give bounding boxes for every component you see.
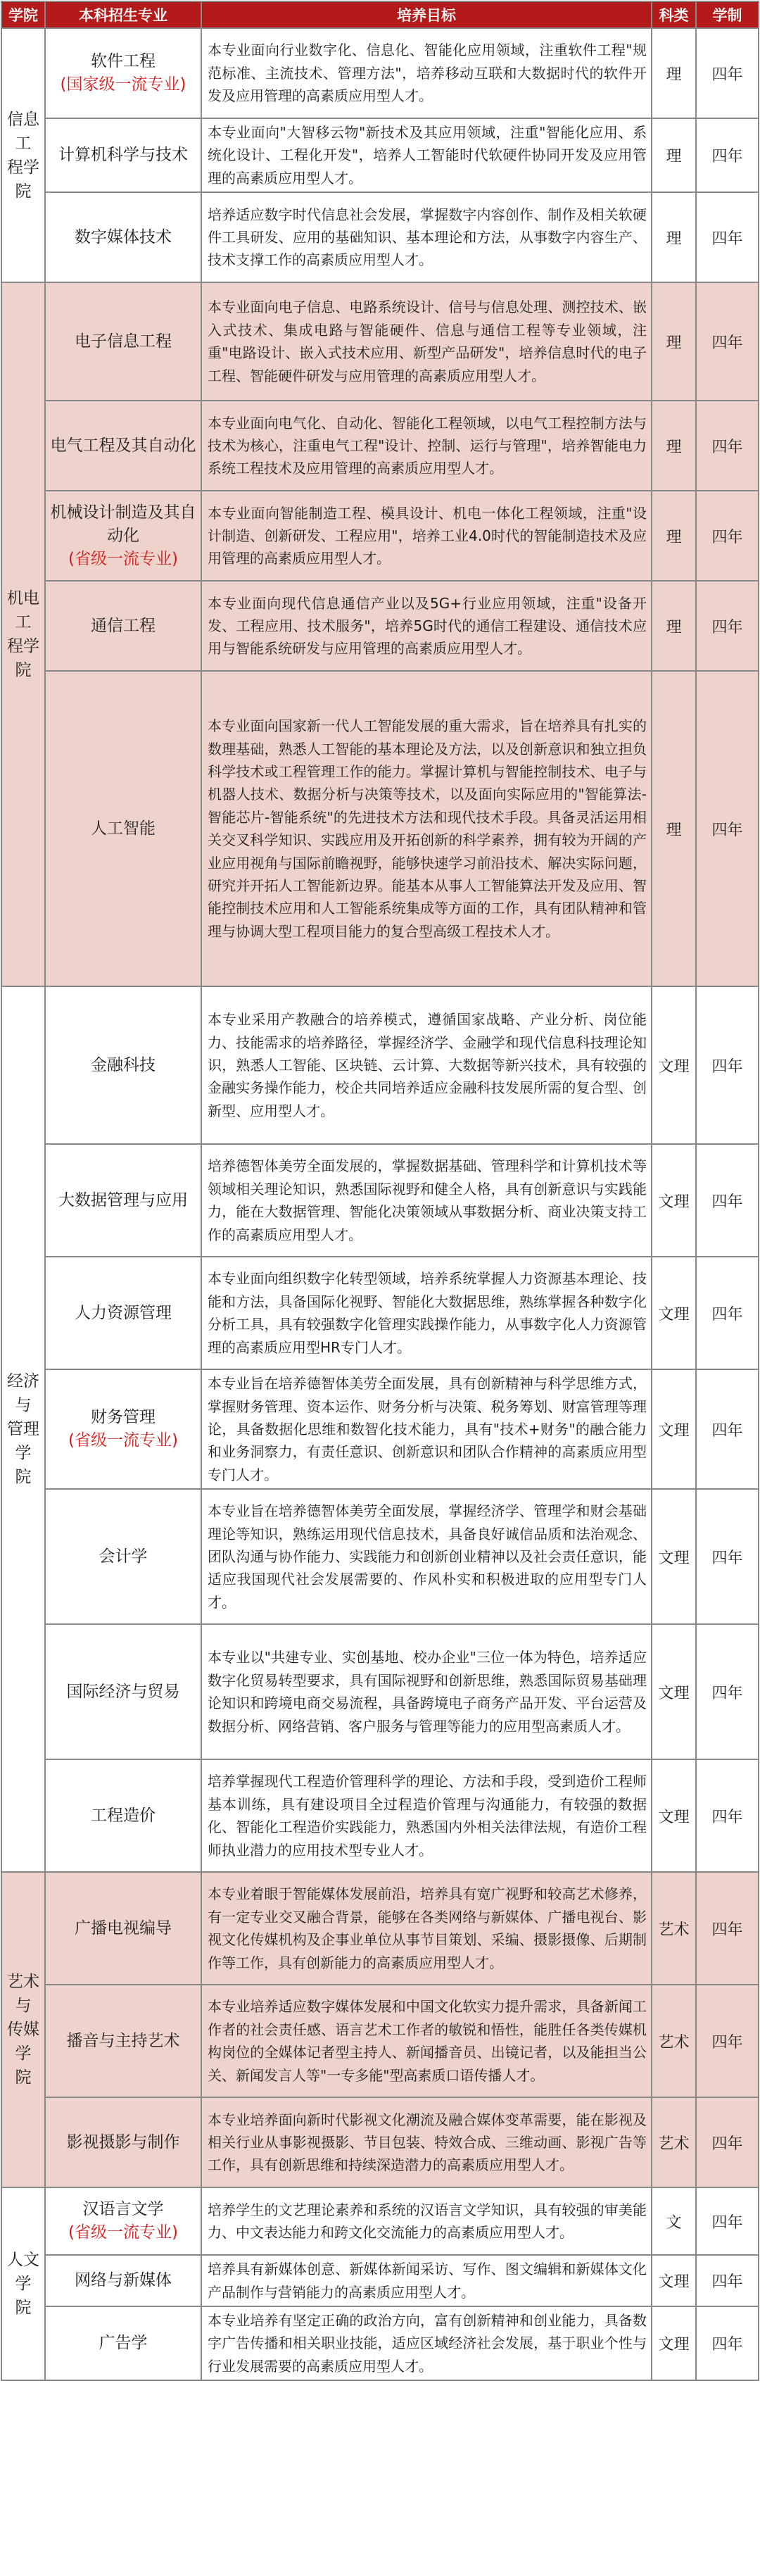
major-cell bbox=[45, 2187, 201, 2255]
category-cell: 文理 bbox=[652, 2306, 696, 2380]
major-name: 软件工程 bbox=[91, 52, 156, 70]
majors-table bbox=[1, 1, 759, 2381]
major-name: 大数据管理与应用 bbox=[58, 1190, 188, 1210]
goal-cell: 培养掌握现代工程造价管理科学的理论、方法和手段，受到造价工程师基本训练，具有建设项目全过程造价管理与沟通能力，有较强的数据化、智能化工程造价实践能力，熟悉国内外相关法律法规，有造价工程师执业潜力的应用技术型专业人才。 bbox=[201, 1759, 652, 1872]
category-cell: 文理 bbox=[652, 1369, 696, 1489]
goal-cell: 本专业培养有坚定正确的政治方向，富有创新精神和创业能力，具备数字广告传播和相关职业技能，适应区域经济社会发展，基于职业个性与行业发展需要的高素质应用型人才。 bbox=[201, 2306, 652, 2380]
table-row bbox=[1, 581, 759, 671]
major-name: 网络与新媒体 bbox=[75, 2271, 172, 2290]
goal-cell: 本专业以"共建专业、实创基地、校办企业"三位一体为特色，培养适应数字化贸易转型要求，具有国际视野和创新思维，熟悉国际贸易基础理论知识和跨境电商交易流程，具备跨境电子商务产品开发、平台运营及数据分析、网络营销、客户服务与管理等能力的应用型高素质人才。 bbox=[201, 1624, 652, 1759]
table-header-row bbox=[1, 1, 759, 28]
category-cell: 文理 bbox=[652, 1624, 696, 1759]
major-cell bbox=[45, 1872, 201, 1985]
table-body bbox=[1, 28, 759, 2380]
header-duration: 学制 bbox=[696, 1, 759, 28]
category-cell: 文理 bbox=[652, 1144, 696, 1257]
category-cell: 文理 bbox=[652, 2255, 696, 2306]
goal-cell: 本专业培养适应数字媒体发展和中国文化软实力提升需求，具备新闻工作者的社会责任感、语言艺术工作者的敏锐和悟性，能胜任各类传媒机构岗位的全媒体记者型主持人、新闻播音员、出镜记者，以及能担当公关、新闻发言人等"一专多能"型高素质口语传播人才。 bbox=[201, 1985, 652, 2097]
duration-cell: 四年 bbox=[696, 2097, 759, 2187]
category-cell: 理 bbox=[652, 581, 696, 671]
header-major: 本科招生专业 bbox=[45, 1, 201, 28]
goal-cell: 本专业旨在培养德智体美劳全面发展，掌握经济学、管理学和财会基础理论等知识，熟练运用现代信息技术，具备良好诚信品质和法治观念、团队沟通与协作能力、实践能力和创新创业精神以及社会责任意识，能适应我国现代社会发展需要的、作风朴实和积极进取的应用型专门人才。 bbox=[201, 1489, 652, 1624]
goal-cell: 本专业面向组织数字化转型领域，培养系统掌握人力资源基本理论、技能和方法，具备国际化视野、智能化大数据思维，熟练掌握各种数字化分析工具，具有较强数字化管理实践操作能力，从事数字化人力资源管理的高素质应用型HR专门人才。 bbox=[201, 1257, 652, 1369]
major-name: 影视摄影与制作 bbox=[66, 2132, 180, 2151]
major-name: 计算机科学与技术 bbox=[58, 146, 188, 165]
college-cell: 机电工 程学院 bbox=[1, 282, 45, 986]
major-name: 电子信息工程 bbox=[75, 332, 172, 351]
table-row bbox=[1, 192, 759, 282]
goal-cell: 培养具有新媒体创意、新媒体新闻采访、写作、图文编辑和新媒体文化产品制作与营销能力的高素质应用型人才。 bbox=[201, 2255, 652, 2306]
major-name: 广告学 bbox=[99, 2334, 148, 2353]
table-row bbox=[1, 118, 759, 192]
duration-cell: 四年 bbox=[696, 282, 759, 401]
major-cell bbox=[45, 28, 201, 118]
college-cell: 艺术与 传媒学 院 bbox=[1, 1872, 45, 2187]
duration-cell: 四年 bbox=[696, 1985, 759, 2097]
major-cell bbox=[45, 1759, 201, 1872]
table-row bbox=[1, 671, 759, 986]
category-cell: 理 bbox=[652, 401, 696, 491]
table-row bbox=[1, 1257, 759, 1369]
major-cell bbox=[45, 2097, 201, 2187]
major-name: 数字媒体技术 bbox=[75, 227, 172, 246]
category-cell: 文理 bbox=[652, 1257, 696, 1369]
major-honor-tag: (省级一流专业) bbox=[68, 549, 178, 568]
header-goal: 培养目标 bbox=[201, 1, 652, 28]
table-row bbox=[1, 986, 759, 1144]
duration-cell: 四年 bbox=[696, 1257, 759, 1369]
duration-cell: 四年 bbox=[696, 1489, 759, 1624]
goal-cell: 本专业面向"大智移云物"新技术及其应用领域，注重"智能化应用、系统化设计、工程化开发"，培养人工智能时代软硬件协同开发及应用管理的高素质应用型人才。 bbox=[201, 118, 652, 192]
header-college: 学院 bbox=[1, 1, 45, 28]
major-cell bbox=[45, 986, 201, 1144]
college-cell: 信息工 程学院 bbox=[1, 28, 45, 282]
category-cell: 文理 bbox=[652, 1489, 696, 1624]
major-honor-tag: (国家级一流专业) bbox=[60, 75, 186, 94]
goal-cell: 本专业面向智能制造工程、模具设计、机电一体化工程领域，注重"设计制造、创新研发、工程应用"，培养工业4.0时代的智能制造技术及应用管理的高素质应用型人才。 bbox=[201, 491, 652, 581]
major-cell bbox=[45, 118, 201, 192]
major-cell bbox=[45, 1369, 201, 1489]
duration-cell: 四年 bbox=[696, 192, 759, 282]
goal-cell: 培养德智体美劳全面发展的，掌握数据基础、管理科学和计算机技术等领域相关理论知识，熟悉国际视野和健全人格，具有创新意识与实践能力，能在大数据管理、智能化决策领域从事数据分析、商业决策支持工作的高素质应用型人才。 bbox=[201, 1144, 652, 1257]
duration-cell: 四年 bbox=[696, 2255, 759, 2306]
duration-cell: 四年 bbox=[696, 28, 759, 118]
major-cell bbox=[45, 2306, 201, 2380]
major-honor-tag: (省级一流专业) bbox=[68, 2223, 178, 2242]
major-name: 金融科技 bbox=[91, 1055, 156, 1074]
duration-cell: 四年 bbox=[696, 986, 759, 1144]
table-row bbox=[1, 282, 759, 401]
major-cell bbox=[45, 581, 201, 671]
duration-cell: 四年 bbox=[696, 671, 759, 986]
goal-cell: 本专业面向电子信息、电路系统设计、信号与信息处理、测控技术、嵌入式技术、集成电路与智能硬件、信息与通信工程等专业领域，注重"电路设计、嵌入式技术应用、新型产品研发"，培养信息时代的电子工程、智能硬件研发与应用管理的高素质应用型人才。 bbox=[201, 282, 652, 401]
major-name: 人力资源管理 bbox=[75, 1303, 172, 1322]
category-cell: 理 bbox=[652, 28, 696, 118]
table-row bbox=[1, 2306, 759, 2380]
duration-cell: 四年 bbox=[696, 1369, 759, 1489]
duration-cell: 四年 bbox=[696, 118, 759, 192]
table-row bbox=[1, 1759, 759, 1872]
category-cell: 艺术 bbox=[652, 1872, 696, 1985]
major-cell bbox=[45, 491, 201, 581]
duration-cell: 四年 bbox=[696, 2187, 759, 2255]
duration-cell: 四年 bbox=[696, 1759, 759, 1872]
duration-cell: 四年 bbox=[696, 1144, 759, 1257]
table-row bbox=[1, 1489, 759, 1624]
duration-cell: 四年 bbox=[696, 1872, 759, 1985]
category-cell: 艺术 bbox=[652, 1985, 696, 2097]
major-cell bbox=[45, 1144, 201, 1257]
major-name: 会计学 bbox=[99, 1547, 148, 1566]
major-name: 汉语言文学 bbox=[82, 2200, 164, 2219]
table-row bbox=[1, 2187, 759, 2255]
major-cell bbox=[45, 1624, 201, 1759]
table-row bbox=[1, 1985, 759, 2097]
category-cell: 艺术 bbox=[652, 2097, 696, 2187]
duration-cell: 四年 bbox=[696, 1624, 759, 1759]
goal-cell: 本专业培养面向新时代影视文化潮流及融合媒体变革需要，能在影视及相关行业从事影视摄影、节目包装、特效合成、三维动画、影视广告等工作，具有创新思维和持续深造潜力的高素质应用型人才。 bbox=[201, 2097, 652, 2187]
major-cell bbox=[45, 401, 201, 491]
table-row bbox=[1, 2255, 759, 2306]
major-name: 人工智能 bbox=[91, 819, 156, 838]
goal-cell: 本专业面向国家新一代人工智能发展的重大需求，旨在培养具有扎实的数理基础，熟悉人工智能的基本理论及方法，以及创新意识和独立担负科学技术或工程管理工作的能力。掌握计算机与智能控制技术、电子与机器人技术、数据分析与决策等技术，以及面向实际应用的"智能算法-智能芯片-智能系统"的先进技术方法和现代技术手段。具备灵活运用相关交叉科学知识、实践应用及开拓创新的科学素养，拥有较为开阔的产业应用视角与国际前瞻视野，能够快速学习前沿技术、解决实际问题，研究并开拓人工智能新边界。能基本从事人工智能算法开发及应用、智能控制技术应用和人工智能系统集成等方面的工作，具有团队精神和管理与协调大型工程项目能力的复合型高级工程技术人才。 bbox=[201, 671, 652, 986]
category-cell: 理 bbox=[652, 671, 696, 986]
major-cell bbox=[45, 192, 201, 282]
major-cell bbox=[45, 1257, 201, 1369]
table-row bbox=[1, 491, 759, 581]
category-cell: 理 bbox=[652, 491, 696, 581]
goal-cell: 本专业着眼于智能媒体发展前沿，培养具有宽广视野和较高艺术修养，有一定专业交叉融合背景，能够在各类网络与新媒体、广播电视台、影视文化传媒机构及企事业单位从事节目策划、采编、摄影摄像、后期制作等工作，具有创新能力的高素质应用型人才。 bbox=[201, 1872, 652, 1985]
category-cell: 文 bbox=[652, 2187, 696, 2255]
table-row bbox=[1, 2097, 759, 2187]
table-row bbox=[1, 401, 759, 491]
goal-cell: 本专业面向行业数字化、信息化、智能化应用领域，注重软件工程"规范标准、主流技术、管理方法"，培养移动互联和大数据时代的软件开发及应用管理的高素质应用型人才。 bbox=[201, 28, 652, 118]
major-cell bbox=[45, 2255, 201, 2306]
duration-cell: 四年 bbox=[696, 581, 759, 671]
table-row bbox=[1, 1624, 759, 1759]
duration-cell: 四年 bbox=[696, 491, 759, 581]
table-row bbox=[1, 28, 759, 118]
major-cell bbox=[45, 1489, 201, 1624]
category-cell: 理 bbox=[652, 282, 696, 401]
major-cell bbox=[45, 282, 201, 401]
major-name: 工程造价 bbox=[91, 1806, 156, 1825]
goal-cell: 本专业旨在培养德智体美劳全面发展，具有创新精神与科学思维方式，掌握财务管理、资本运作、财务分析与决策、税务筹划、财富管理等理论，具备数据化思维和数智化技术能力，具有"技术+财务"的融合能力和业务洞察力，有责任意识、创新意识和团队合作精神的高素质应用型专门人才。 bbox=[201, 1369, 652, 1489]
duration-cell: 四年 bbox=[696, 401, 759, 491]
major-name: 机械设计制造及其自动化 bbox=[50, 503, 196, 545]
major-name: 国际经济与贸易 bbox=[66, 1682, 180, 1701]
major-cell bbox=[45, 1985, 201, 2097]
goal-cell: 本专业面向电气化、自动化、智能化工程领域，以电气工程控制方法与技术为核心，注重电气工程"设计、控制、运行与管理"，培养智能电力系统工程技术及应用管理的高素质应用型人才。 bbox=[201, 401, 652, 491]
college-cell: 经济与 管理学 院 bbox=[1, 986, 45, 1872]
college-cell: 人文学 院 bbox=[1, 2187, 45, 2380]
table-row bbox=[1, 1144, 759, 1257]
major-name: 电气工程及其自动化 bbox=[50, 436, 196, 455]
goal-cell: 本专业采用产教融合的培养模式，遵循国家战略、产业分析、岗位能力、技能需求的培养路径，掌握经济学、金融学和现代信息科技理论知识，熟悉人工智能、区块链、云计算、大数据等新兴技术，具有较强的金融实务操作能力，校企共同培养适应金融科技发展所需的复合型、创新型、应用型人才。 bbox=[201, 986, 652, 1144]
category-cell: 理 bbox=[652, 118, 696, 192]
major-name: 通信工程 bbox=[91, 616, 156, 635]
major-honor-tag: (省级一流专业) bbox=[68, 1431, 178, 1450]
goal-cell: 培养学生的文艺理论素养和系统的汉语言文学知识，具有较强的审美能力、中文表达能力和跨文化交流能力的高素质应用型人才。 bbox=[201, 2187, 652, 2255]
category-cell: 文理 bbox=[652, 1759, 696, 1872]
goal-cell: 本专业面向现代信息通信产业以及5G+行业应用领域，注重"设备开发、工程应用、技术服务"，培养5G时代的通信工程建设、通信技术应用与智能系统研发与应用管理的高素质应用型人才。 bbox=[201, 581, 652, 671]
goal-cell: 培养适应数字时代信息社会发展，掌握数字内容创作、制作及相关软硬件工具研发、应用的基础知识、基本理论和方法，从事数字内容生产、技术支撑工作的高素质应用型人才。 bbox=[201, 192, 652, 282]
table-row bbox=[1, 1369, 759, 1489]
duration-cell: 四年 bbox=[696, 2306, 759, 2380]
major-cell bbox=[45, 671, 201, 986]
major-name: 播音与主持艺术 bbox=[66, 2031, 180, 2050]
table-row bbox=[1, 1872, 759, 1985]
major-name: 广播电视编导 bbox=[75, 1918, 172, 1937]
category-cell: 理 bbox=[652, 192, 696, 282]
category-cell: 文理 bbox=[652, 986, 696, 1144]
header-category: 科类 bbox=[652, 1, 696, 28]
major-name: 财务管理 bbox=[91, 1408, 156, 1427]
